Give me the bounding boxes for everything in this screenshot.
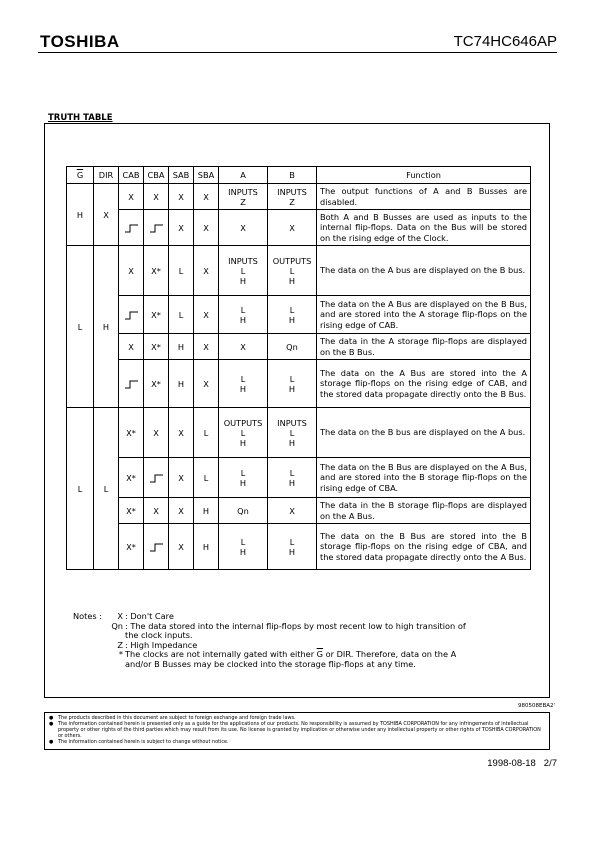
cell-cab: X*: [119, 458, 144, 498]
cell-cab: X*: [119, 408, 144, 458]
cell-b: [268, 524, 317, 570]
cell-b-line: L: [289, 467, 295, 478]
cell-a-line: L: [240, 265, 246, 276]
cell-cba: [144, 458, 169, 498]
cell-function: The data on the A bus are displayed on the B bus.: [317, 246, 531, 296]
cell-cba: X*: [144, 334, 169, 360]
table-row: [67, 184, 531, 210]
table-row: [67, 296, 531, 334]
cell-a: [219, 296, 268, 334]
cell-a: [219, 498, 268, 524]
cell-sba: H: [194, 524, 219, 570]
table-row: [67, 524, 531, 570]
cell-a-line: H: [239, 275, 247, 286]
cell-a: [219, 524, 268, 570]
cell-function: Both A and B Busses are used as inputs to the internal flip-flops. Data on the Bus will be stored on the rising edge of the Clock.: [317, 210, 531, 246]
col-a: A: [219, 167, 268, 184]
note-text-cont: and/or B Busses may be clocked into the storage flip-flops at any time.: [125, 658, 416, 669]
cell-a-line: H: [239, 314, 247, 325]
table-row: [67, 498, 531, 524]
cell-sab: X: [169, 408, 194, 458]
cell-cba: [144, 210, 169, 246]
disclaimer-item: ● The information contained herein is presented only as a guide for the applications of our products. No responsibility is assumed by TOSHIBA CORPORATION for any infringements of intellectual property or other rights of the third parties which may result from its use. No license is granted by implication or otherwise under any intellectual property or other rights of TOSHIBA CORPORATION or others.: [49, 721, 541, 739]
bullet-icon: ●: [49, 739, 54, 745]
rising-edge-clock-icon: [124, 311, 139, 320]
notes-label: Notes :: [73, 611, 103, 621]
cell-a-line: INPUTS: [228, 255, 258, 266]
note-text: The clocks are not internally gated with either $\overline{G}$ or DIR. Therefore, data on the A: [125, 649, 457, 660]
part-number: TC74HC646AP: [453, 33, 557, 50]
col-g: $\overline{G}$: [67, 167, 94, 184]
cell-a-line: X: [240, 341, 246, 352]
note-text: : The data stored into the internal flip-flops by most recent low to high transition of: [125, 620, 466, 631]
table-row: [67, 360, 531, 408]
cell-b-line: H: [288, 477, 296, 488]
cell-cab: [119, 210, 144, 246]
cell-b-line: Z: [289, 196, 295, 207]
cell-sba: X: [194, 334, 219, 360]
header-row: [67, 167, 531, 184]
col-sba: SBA: [194, 167, 219, 184]
col-dir: DIR: [94, 167, 119, 184]
note-text: : Don't Care: [125, 611, 174, 621]
cell-b-line: L: [289, 427, 295, 438]
cell-b-line: H: [288, 275, 296, 286]
cell-cab: [119, 360, 144, 408]
table-row: [67, 210, 531, 246]
cell-dir: X: [94, 184, 119, 246]
cell-b-line: L: [289, 265, 295, 276]
notes: [73, 612, 533, 670]
cell-sab: X: [169, 210, 194, 246]
page-number: 2/7: [543, 758, 557, 769]
cell-g: L: [67, 408, 94, 570]
cell-a-line: Qn: [237, 505, 249, 516]
col-b: B: [268, 167, 317, 184]
table-row: [67, 246, 531, 296]
cell-a: [219, 184, 268, 210]
rising-edge-clock-icon: [149, 224, 164, 233]
bullet-icon: ●: [49, 721, 54, 727]
cell-b-line: L: [289, 373, 295, 384]
cell-sba: X: [194, 296, 219, 334]
cell-function: The output functions of A and B Busses are disabled.: [317, 184, 531, 210]
cell-a: [219, 408, 268, 458]
footer: [487, 758, 557, 769]
cell-sba: L: [194, 408, 219, 458]
cell-function: The data on the B bus are displayed on the A bus.: [317, 408, 531, 458]
cell-a: [219, 210, 268, 246]
header-rule: [38, 52, 557, 53]
cell-a-line: H: [239, 437, 247, 448]
cell-b-line: X: [289, 222, 295, 233]
toshiba-logo: TOSHIBA: [40, 32, 120, 51]
cell-dir: L: [94, 408, 119, 570]
cell-a: [219, 334, 268, 360]
cell-sba: X: [194, 360, 219, 408]
cell-cba: X: [144, 408, 169, 458]
rising-edge-clock-icon: [149, 543, 164, 552]
cell-function: The data on the B Bus are displayed on the A Bus, and are stored into the B storage flip-flops on the rising edge of CBA.: [317, 458, 531, 498]
cell-b-line: Qn: [286, 341, 298, 352]
rising-edge-clock-icon: [149, 474, 164, 483]
bullet-icon: ●: [49, 715, 54, 721]
note-text-cont: the clock inputs.: [125, 630, 193, 641]
cell-a: [219, 360, 268, 408]
cell-b: [268, 360, 317, 408]
cell-a-line: L: [240, 536, 246, 547]
cell-cab: X*: [119, 498, 144, 524]
cell-sba: X: [194, 246, 219, 296]
cell-sba: X: [194, 184, 219, 210]
cell-a-line: H: [239, 477, 247, 488]
note-text: : High Impedance: [125, 639, 198, 650]
cell-b: [268, 184, 317, 210]
cell-b: [268, 458, 317, 498]
cell-sab: X: [169, 524, 194, 570]
cell-b-line: L: [289, 536, 295, 547]
cell-a-line: L: [240, 427, 246, 438]
cell-function: The data on the B Bus are stored into the B storage flip-flops on the rising edge of CBA, and the stored data propagate directly onto the A Bus.: [317, 524, 531, 570]
cell-cba: X: [144, 498, 169, 524]
table-row: [67, 458, 531, 498]
rising-edge-clock-icon: [124, 224, 139, 233]
note-key: *: [118, 649, 123, 660]
cell-sab: H: [169, 360, 194, 408]
cell-b: [268, 408, 317, 458]
cell-cba: X*: [144, 296, 169, 334]
cell-cab: X: [119, 184, 144, 210]
cell-a: [219, 458, 268, 498]
cell-a-line: OUTPUTS: [223, 417, 263, 428]
cell-b: [268, 334, 317, 360]
cell-sab: X: [169, 184, 194, 210]
cell-cab: X: [119, 246, 144, 296]
cell-a: [219, 246, 268, 296]
cell-b: [268, 246, 317, 296]
col-function: Function: [317, 167, 531, 184]
cell-a-line: L: [240, 467, 246, 478]
cell-b-line: INPUTS: [277, 417, 307, 428]
cell-g: L: [67, 246, 94, 408]
cell-cba: X*: [144, 360, 169, 408]
cell-function: The data on the A Bus are stored into the A storage flip-flops on the rising edge of CAB, and the stored data propagate directly onto the B Bus.: [317, 360, 531, 408]
cell-a-line: H: [239, 546, 247, 557]
col-sab: SAB: [169, 167, 194, 184]
cell-a-line: L: [240, 373, 246, 384]
cell-a-line: Z: [240, 196, 246, 207]
cell-function: The data in the B storage flip-flops are displayed on the A Bus.: [317, 498, 531, 524]
document-id: 980508EBA2': [517, 703, 555, 709]
cell-a-line: INPUTS: [228, 186, 258, 197]
cell-b: [268, 210, 317, 246]
col-cab: CAB: [119, 167, 144, 184]
cell-b-line: H: [288, 546, 296, 557]
cell-a-line: L: [240, 304, 246, 315]
rising-edge-clock-icon: [124, 380, 139, 389]
cell-sab: L: [169, 296, 194, 334]
col-cba: CBA: [144, 167, 169, 184]
cell-dir: H: [94, 246, 119, 408]
cell-function: The data in the A storage flip-flops are displayed on the B Bus.: [317, 334, 531, 360]
cell-sab: X: [169, 498, 194, 524]
note-key: Z: [117, 639, 123, 650]
table-row: [67, 334, 531, 360]
disclaimer-box: [44, 712, 550, 750]
note-key: Qn: [111, 620, 123, 631]
note-key: X: [117, 611, 123, 621]
cell-cab: X*: [119, 524, 144, 570]
cell-sba: X: [194, 210, 219, 246]
cell-b-line: OUTPUTS: [272, 255, 312, 266]
cell-cba: X*: [144, 246, 169, 296]
cell-cab: X: [119, 334, 144, 360]
cell-b-line: H: [288, 437, 296, 448]
cell-b-line: INPUTS: [277, 186, 307, 197]
footer-date: 1998-08-18: [487, 758, 536, 769]
cell-sba: H: [194, 498, 219, 524]
disclaimer-item: ● The information contained herein is subject to change without notice.: [49, 739, 229, 745]
cell-b-line: X: [289, 505, 295, 516]
cell-cab: [119, 296, 144, 334]
cell-sba: L: [194, 458, 219, 498]
cell-sab: X: [169, 458, 194, 498]
cell-b: [268, 498, 317, 524]
table-row: [67, 408, 531, 458]
cell-b-line: L: [289, 304, 295, 315]
cell-cba: X: [144, 184, 169, 210]
cell-b-line: H: [288, 314, 296, 325]
truth-table: [66, 166, 531, 570]
cell-b: [268, 296, 317, 334]
cell-g: H: [67, 184, 94, 246]
cell-cba: [144, 524, 169, 570]
cell-sab: H: [169, 334, 194, 360]
cell-a-line: H: [239, 383, 247, 394]
cell-sab: L: [169, 246, 194, 296]
cell-a-line: X: [240, 222, 246, 233]
section-title: TRUTH TABLE: [48, 113, 113, 123]
disclaimer-item: ● The products described in this document are subject to foreign exchange and foreign trade laws.: [49, 715, 296, 721]
cell-function: The data on the A Bus are displayed on the B Bus, and are stored into the A storage flip-flops on the rising edge of CAB.: [317, 296, 531, 334]
cell-b-line: H: [288, 383, 296, 394]
